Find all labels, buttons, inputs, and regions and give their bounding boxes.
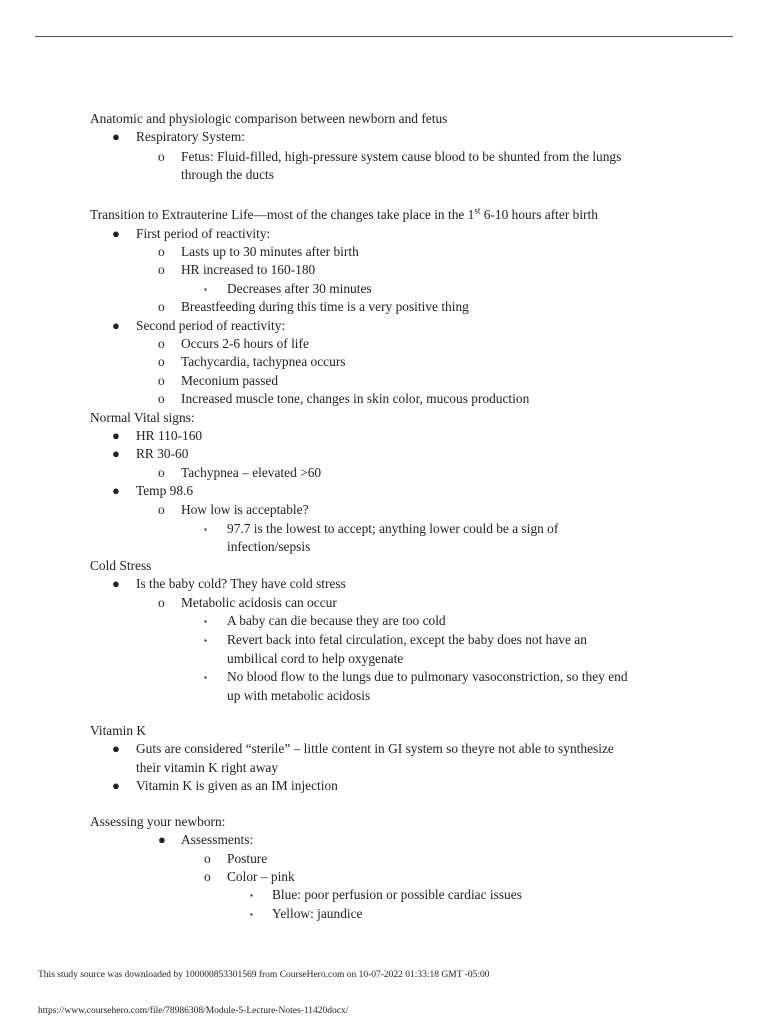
list-item-text: No blood flow to the lungs due to pulmonary vasoconstriction, so they end: [227, 669, 628, 685]
list-item-continuation: [0, 538, 768, 556]
list-item-text: Lasts up to 30 minutes after birth: [181, 243, 359, 259]
section-heading: [0, 557, 768, 575]
list-item-text: First period of reactivity:: [136, 225, 271, 241]
section-heading: [0, 813, 768, 831]
square-marker: ▪: [204, 617, 207, 627]
list-item: [0, 280, 768, 298]
list-item-text: Tachycardia, tachypnea occurs: [181, 354, 346, 370]
list-item-text: Revert back into fetal circulation, except the baby does not have an: [227, 632, 587, 648]
circle-marker: o: [158, 262, 165, 278]
circle-marker: o: [158, 243, 165, 259]
bullet-dot-marker: ●: [112, 225, 120, 241]
list-item: [0, 501, 768, 519]
list-item: [0, 353, 768, 371]
top-divider: [35, 36, 733, 37]
list-item-text: Assessments:: [181, 832, 254, 848]
list-item: [0, 850, 768, 868]
list-item: [0, 594, 768, 612]
list-item-text: How low is acceptable?: [181, 501, 309, 517]
list-item-continuation: [0, 687, 768, 705]
list-item-text: Second period of reactivity:: [136, 317, 286, 333]
circle-marker: o: [158, 391, 165, 407]
list-item-text: HR 110-160: [136, 427, 203, 443]
list-item-text: Tachypnea – elevated >60: [181, 464, 322, 480]
list-item-text: Posture: [227, 850, 268, 866]
circle-marker: o: [158, 148, 165, 164]
heading-vitamin-k: Vitamin K: [90, 723, 147, 739]
heading-anatomic: Anatomic and physiologic comparison between newborn and fetus: [90, 111, 448, 126]
list-item: [0, 868, 768, 886]
bullet-dot-marker: ●: [112, 741, 120, 757]
source-url[interactable]: https://www.coursehero.com/file/78986308/Module-5-Lecture-Notes-11420docx/: [38, 1006, 349, 1016]
square-marker: ▪: [250, 909, 253, 919]
list-item: [0, 243, 768, 261]
list-item: [0, 886, 768, 904]
circle-marker: o: [158, 335, 165, 351]
list-item-text: Decreases after 30 minutes: [227, 280, 372, 296]
bullet-dot-marker: ●: [112, 483, 120, 499]
list-item-text: Meconium passed: [181, 372, 279, 388]
list-item-text: Temp 98.6: [136, 483, 194, 499]
heading-cold-stress: Cold Stress: [90, 557, 152, 573]
square-marker: ▪: [204, 525, 207, 534]
list-item-text: Breastfeeding during this time is a very positive thing: [181, 299, 469, 315]
section-heading: [0, 110, 768, 128]
heading-vitals: Normal Vital signs:: [90, 409, 195, 425]
square-marker: ▪: [204, 673, 207, 683]
circle-marker: o: [204, 850, 211, 866]
circle-marker: o: [158, 594, 165, 610]
list-item: [0, 390, 768, 408]
list-item-text: RR 30-60: [136, 446, 189, 462]
square-marker: ▪: [204, 636, 207, 646]
circle-marker: o: [158, 501, 165, 517]
list-item-text: through the ducts: [181, 167, 274, 183]
section-heading: [0, 722, 768, 740]
list-item-text: umbilical cord to help oxygenate: [227, 650, 404, 666]
list-item-text: Metabolic acidosis can occur: [181, 594, 337, 610]
list-item-text: Respiratory System:: [136, 129, 245, 145]
bullet-dot-marker: ●: [112, 317, 120, 333]
square-marker: ▪: [250, 891, 253, 901]
list-item: [0, 128, 768, 146]
list-item: [0, 372, 768, 390]
heading-text: Transition to Extrauterine Life—most of the changes take place in the 1: [90, 207, 475, 223]
circle-marker: o: [158, 354, 165, 370]
heading-transition: [90, 207, 598, 222]
list-item: [0, 261, 768, 279]
heading-assessing: Assessing your newborn:: [90, 813, 226, 829]
list-item: [0, 520, 768, 538]
circle-marker: o: [204, 868, 211, 884]
list-item-text: Blue: poor perfusion or possible cardiac issues: [272, 887, 522, 903]
bullet-dot-marker: ●: [112, 446, 120, 462]
list-item-continuation: [0, 650, 768, 668]
list-item-text: Guts are considered “sterile” – little content in GI system so theyre not able to synthesize: [136, 741, 614, 757]
list-item-continuation: [0, 759, 768, 777]
heading-text: 6-10 hours after birth: [480, 207, 598, 223]
list-item: [0, 777, 768, 795]
list-item-text: Fetus: Fluid-filled, high-pressure system cause blood to be shunted from the lungs: [181, 148, 622, 164]
list-item: [0, 612, 768, 630]
list-item-text: Vitamin K is given as an IM injection: [136, 778, 338, 794]
list-item-text: Occurs 2-6 hours of life: [181, 335, 309, 351]
list-item: [0, 335, 768, 353]
bullet-dot-marker: ●: [112, 129, 120, 145]
list-item: [0, 225, 768, 243]
bullet-dot-marker: ●: [158, 832, 166, 848]
download-notice: This study source was downloaded by 100000853301569 from CourseHero.com on 10-07-2022 01:33:18 GMT -05:00: [38, 970, 490, 980]
lecture-notes: [0, 110, 768, 923]
list-item-text: up with metabolic acidosis: [227, 687, 371, 703]
circle-marker: o: [158, 464, 165, 480]
list-item: [0, 905, 768, 923]
list-item-text: infection/sepsis: [227, 539, 311, 555]
section-heading: [0, 409, 768, 427]
list-item-text: Is the baby cold? They have cold stress: [136, 576, 346, 592]
section-heading: [0, 202, 768, 225]
list-item: [0, 298, 768, 316]
list-item-text: Yellow: jaundice: [272, 905, 363, 921]
list-item-text: HR increased to 160-180: [181, 262, 316, 278]
list-item-text: A baby can die because they are too cold: [227, 613, 446, 629]
list-item-text: 97.7 is the lowest to accept; anything lower could be a sign of: [227, 521, 559, 536]
list-item: [0, 482, 768, 500]
list-item: [0, 427, 768, 445]
list-item: [0, 631, 768, 649]
superscript: st: [474, 205, 481, 216]
list-item: [0, 464, 768, 482]
circle-marker: o: [158, 299, 165, 315]
list-item: [0, 575, 768, 593]
list-item: [0, 668, 768, 686]
list-item-text: Color – pink: [227, 868, 295, 884]
list-item-continuation: [0, 166, 768, 184]
list-item: [0, 740, 768, 758]
list-item-text: Increased muscle tone, changes in skin color, mucous production: [181, 391, 530, 407]
circle-marker: o: [158, 372, 165, 388]
list-item: [0, 831, 768, 849]
list-item-text: their vitamin K right away: [136, 759, 279, 775]
list-item: [0, 148, 768, 166]
bullet-dot-marker: ●: [112, 427, 120, 443]
list-item: [0, 317, 768, 335]
bullet-dot-marker: ●: [112, 576, 120, 592]
list-item: [0, 445, 768, 463]
square-marker: ▪: [204, 284, 207, 294]
bullet-dot-marker: ●: [112, 778, 120, 794]
